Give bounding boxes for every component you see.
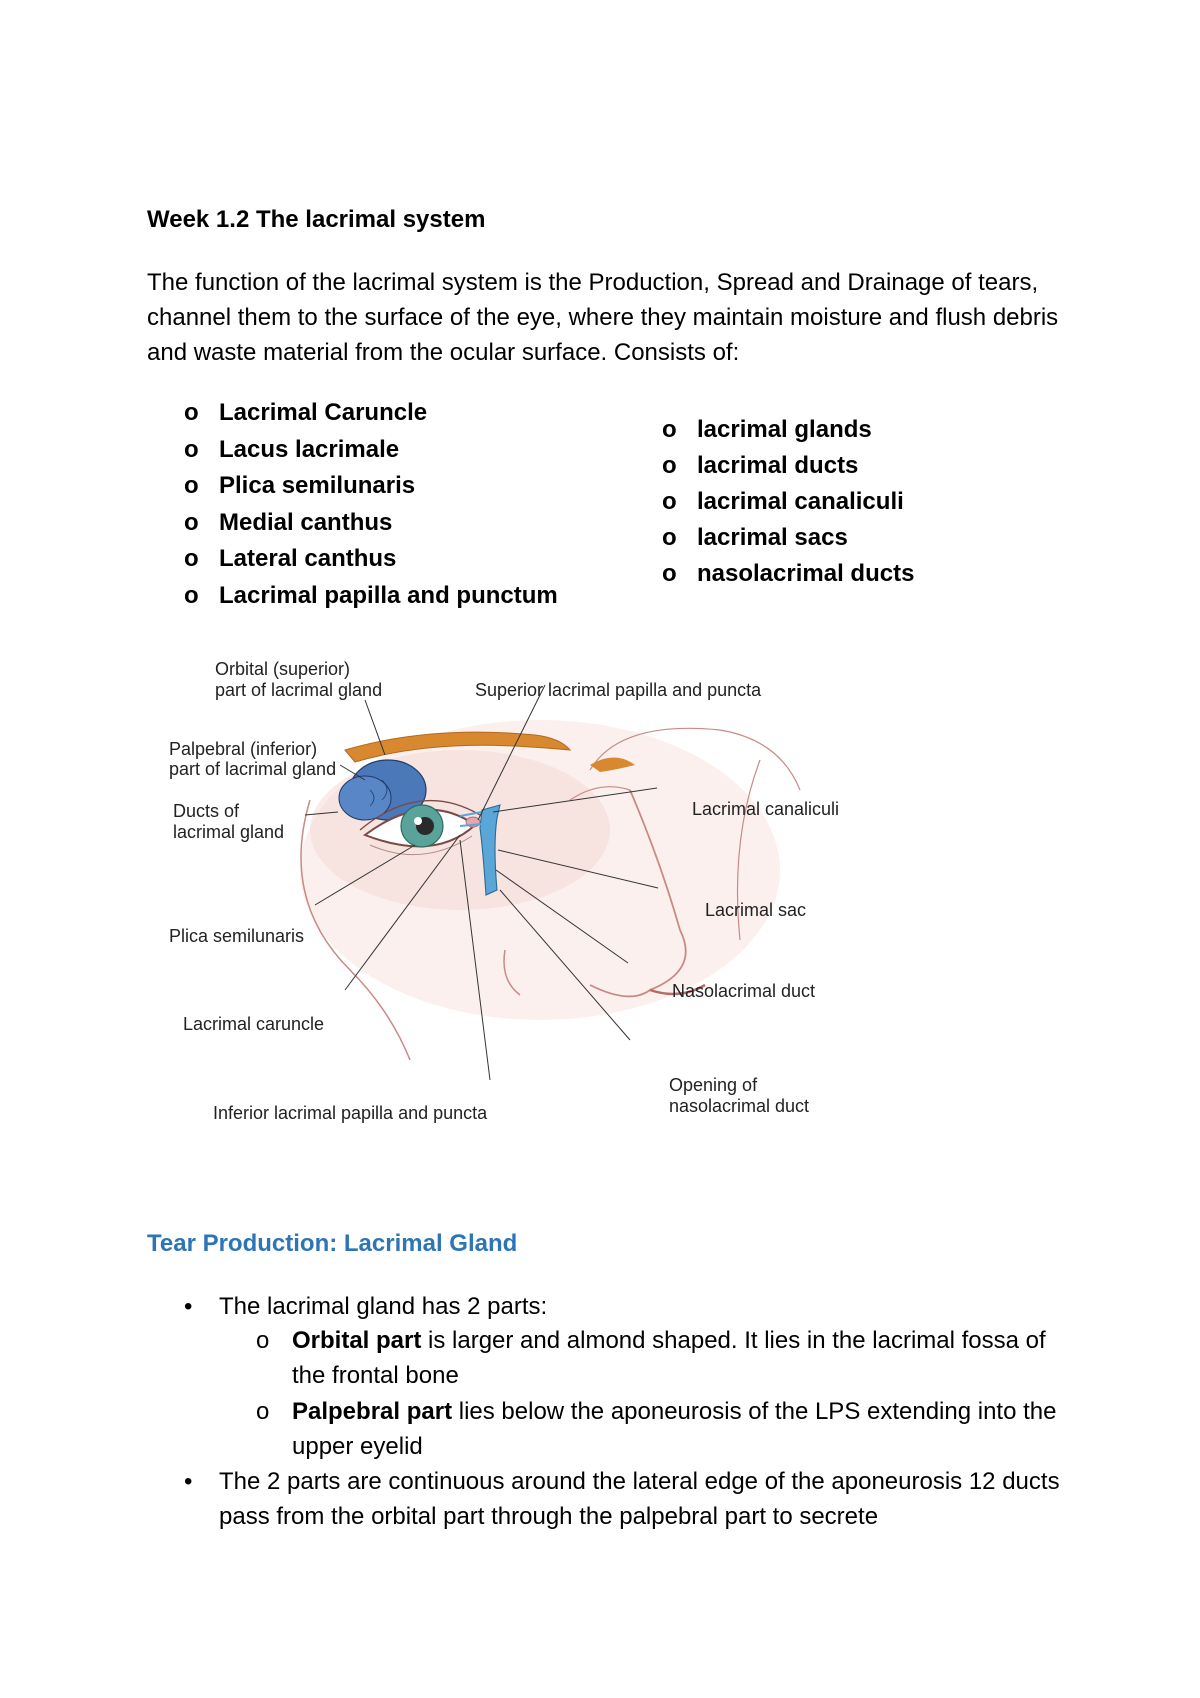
label-opening-line2: nasolacrimal duct: [669, 1096, 810, 1116]
label-inferior-papilla: Inferior lacrimal papilla and puncta: [213, 1103, 488, 1123]
list-item: o Lateral canthus: [147, 541, 558, 578]
lacrimal-system-figure: [160, 640, 910, 1140]
orbital-part-term: Orbital part: [292, 1327, 422, 1354]
bullet-marker: o: [662, 524, 677, 551]
list-item: o lacrimal canaliculi: [625, 484, 914, 520]
bullet-marker: o: [256, 1327, 270, 1354]
list-item: o Lacrimal Caruncle: [147, 395, 558, 432]
list-item: o nasolacrimal ducts: [625, 556, 914, 592]
page-title: Week 1.2 The lacrimal system: [147, 206, 486, 233]
bullet-marker: o: [184, 545, 199, 572]
list-item: • The 2 parts are continuous around the lateral edge of the aponeurosis 12 ducts pass from the orbital part through the palpebral part to secrete: [147, 1464, 1077, 1534]
list-item: o lacrimal glands: [625, 412, 914, 448]
list-item: o Medial canthus: [147, 505, 558, 542]
list-item: o Orbital part is larger and almond shaped. It lies in the lacrimal fossa of the frontal bone: [219, 1323, 1079, 1393]
palpebral-part-term: Palpebral part: [292, 1398, 453, 1425]
label-ducts-line1: Ducts of: [173, 801, 240, 821]
label-ducts-line2: lacrimal gland: [173, 822, 285, 842]
list-item: o Plica semilunaris: [147, 468, 558, 505]
label-plica: Plica semilunaris: [169, 926, 305, 946]
label-palpebral-line2: part of lacrimal gland: [169, 759, 337, 779]
label-orbital-line2: part of lacrimal gland: [215, 680, 383, 700]
label-canaliculi: Lacrimal canaliculi: [692, 799, 840, 819]
intro-paragraph: The function of the lacrimal system is the Production, Spread and Drainage of tears, channel them to the surface of the eye, where they maintain moisture and flush debris and waste material from the ocular surface. Consists of:: [147, 269, 1059, 366]
label-orbital-line1: Orbital (superior): [215, 659, 351, 679]
list-item: • The lacrimal gland has 2 parts:: [147, 1289, 1077, 1324]
label-opening-line1: Opening of: [669, 1075, 758, 1095]
components-list-left: [147, 395, 558, 614]
bullet-marker: o: [184, 508, 199, 536]
label-superior-papilla: Superior lacrimal papilla and puncta: [475, 680, 762, 700]
bullet-marker: •: [184, 1468, 193, 1495]
face-illustration: [300, 720, 800, 1060]
bullet-marker: o: [662, 488, 677, 515]
list-item: o Lacrimal papilla and punctum: [147, 578, 558, 615]
list-item: o Palpebral part lies below the aponeurosis of the LPS extending into the upper eyelid: [219, 1394, 1079, 1464]
label-nasolacrimal: Nasolacrimal duct: [672, 981, 816, 1001]
section-heading: Tear Production: Lacrimal Gland: [147, 1230, 518, 1257]
components-list-right: [625, 412, 914, 592]
label-caruncle: Lacrimal caruncle: [183, 1014, 325, 1034]
list-item: o lacrimal ducts: [625, 448, 914, 484]
bullet-marker: o: [662, 560, 677, 587]
bullet-marker: o: [184, 399, 199, 426]
bullet-marker: o: [184, 581, 199, 609]
bullet-marker: o: [662, 416, 677, 443]
list-item: o Lacus lacrimale: [147, 432, 558, 469]
list-item: o lacrimal sacs: [625, 520, 914, 556]
bullet-marker: o: [662, 452, 677, 479]
label-palpebral-line1: Palpebral (inferior): [169, 739, 318, 759]
bullet-marker: •: [184, 1293, 193, 1320]
label-sac: Lacrimal sac: [705, 900, 807, 920]
bullet-marker: o: [256, 1398, 270, 1425]
bullet-marker: o: [184, 472, 199, 499]
bullet-marker: o: [184, 435, 199, 463]
